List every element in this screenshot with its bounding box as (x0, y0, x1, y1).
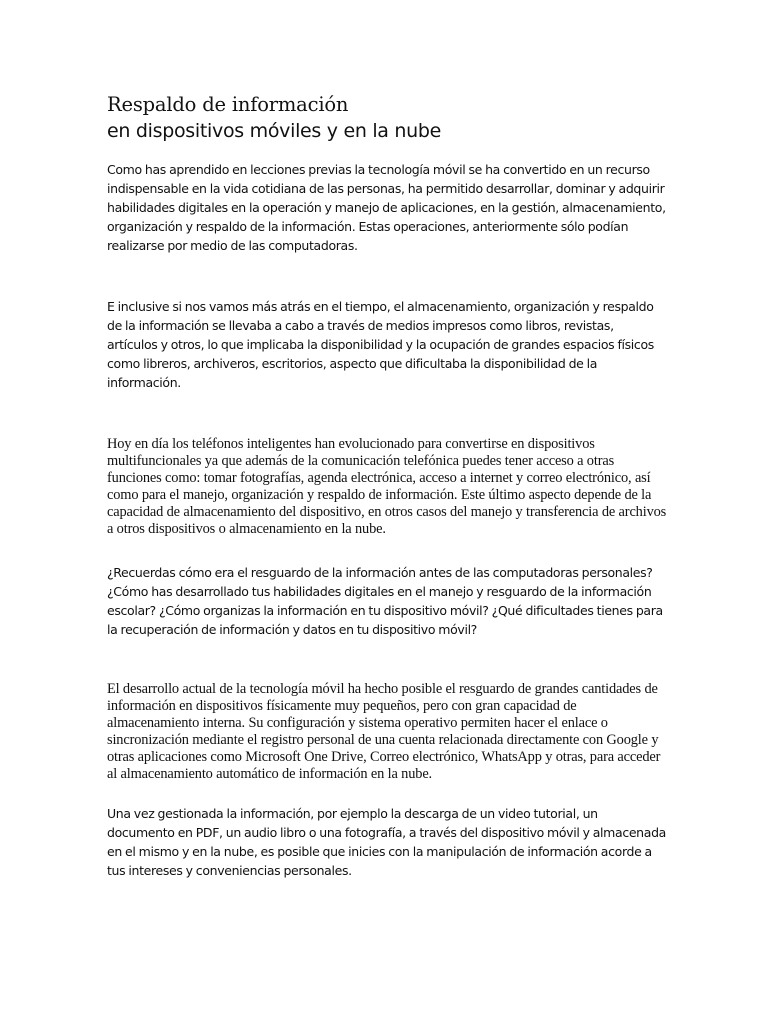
paragraph-questions: ¿Recuerdas cómo era el resguardo de la información antes de las computadoras personales? ¿Cómo has desarrollado tus habilidades digitales en el manejo y resguardo de la información escolar? ¿Cómo organizas la información en tu dispositivo móvil? ¿Qué dificultades tienes para la recuperación de información y datos en tu dispositivo móvil? (107, 565, 663, 637)
paragraph-usage: Una vez gestionada la información, por ejemplo la descarga de un video tutorial, un documento en PDF, un audio libro o una fotografía, a través del dispositivo móvil y almacenada en el mismo y en la nube, es posible que inicies con la manipulación de información acorde a tus intereses y conveniencias personales. (107, 806, 666, 878)
paragraph-smartphones: Hoy en día los teléfonos inteligentes han evolucionado para convertirse en dispositivos multifuncionales ya que además de la comunicación telefónica puedes tener acceso a otras funciones como: tomar fotografías, agenda electrónica, acceso a internet y correo electrónico, así como para el manejo, organización y respaldo de información. Este último aspecto depende de la capacidad de almacenamiento del dispositivo, en otros casos del manejo y transferencia de archivos a otros dispositivos o almacenamiento en la nube. (107, 436, 667, 537)
paragraph-cloud: El desarrollo actual de la tecnología móvil ha hecho posible el resguardo de grandes cantidades de información en dispositivos físicamente muy pequeños, pero con gran capacidad de almacenamiento interna. Su configuración y sistema operativo permiten hacer el enlace o sincronización mediante el registro personal de una cuenta relacionada directamente con Google y otras aplicaciones como Microsoft One Drive, Correo electrónico, WhatsApp y otras, para acceder al almacenamiento automático de información en la nube. (107, 681, 661, 782)
document-page (107, 92, 667, 880)
paragraph-intro: Como has aprendido en lecciones previas la tecnología móvil se ha convertido en un recurso indispensable en la vida cotidiana de las personas, ha permitido desarrollar, dominar y adquirir habilidades digitales en la operación y manejo de aplicaciones, en la gestión, almacenamiento, organización y respaldo de la información. Estas operaciones, anteriormente sólo podían realizarse por medio de las computadoras. (107, 162, 666, 253)
paragraph-history: E inclusive si nos vamos más atrás en el tiempo, el almacenamiento, organización y respaldo de la información se llevaba a cabo a través de medios impresos como libros, revistas, artículos y otros, lo que implicaba la disponibilidad y la ocupación de grandes espacios físicos como libreros, archiveros, escritorios, aspecto que dificultaba la disponibilidad de la información. (107, 299, 654, 390)
document-subtitle: en dispositivos móviles y en la nube (107, 120, 442, 142)
document-title: Respaldo de información (107, 93, 349, 116)
